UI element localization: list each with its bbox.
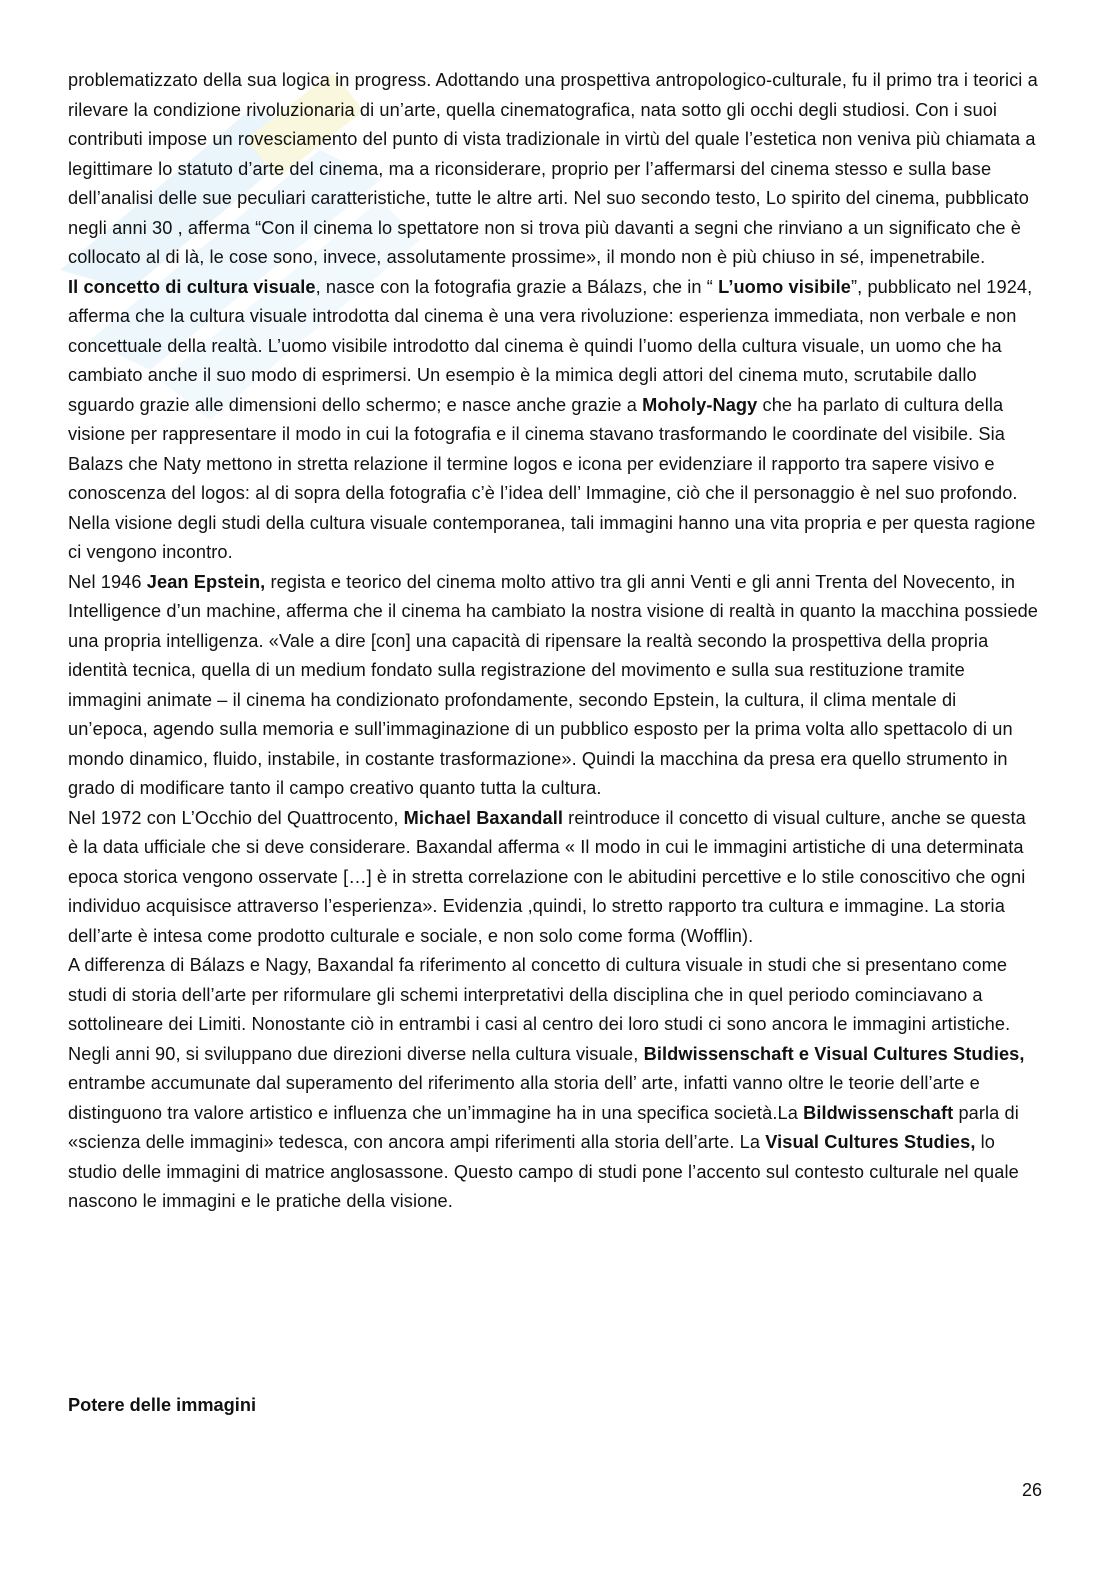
text-run: Nella visione degli studi della cultura visuale contemporanea, tali immagini hanno una vita propria e per questa ragione ci vengono incontro. [68, 512, 1036, 562]
paragraph [68, 951, 1038, 1040]
text-run: parla di «scienza delle immagini» tedesca, con ancora ampi riferimenti alla storia dell’arte. La [68, 1102, 1019, 1152]
bold-term: Jean Epstein, [146, 571, 266, 592]
paragraph [68, 509, 1038, 568]
bold-term: Bildwissenschaft [803, 1102, 954, 1123]
bold-term: L’uomo visibile [718, 276, 851, 297]
paragraph [68, 1040, 1038, 1217]
text-run: regista e teorico del cinema molto attivo tra gli anni Venti e gli anni Trenta del Novecento, in Intelligence d’un machine, afferma che il cinema ha cambiato la nostra visione di realtà in quanto la macchina possiede una propria intelligenza. «Vale a dire [con] una capacità di ripensare la realtà secondo la prospettiva della propria identità tecnica, quella di un medium fondato sulla registrazione del movimento e sulla sua restituzione tramite immagini animate – il cinema ha condizionato profondamente, secondo Epstein, la cultura, il clima mentale di un’epoca, agendo sulla memoria e sull’immaginazione di un pubblico esposto per la prima volta allo spettacolo di un mondo dinamico, fluido, instabile, in costante trasformazione». Quindi la macchina da presa era quello strumento in grado di modificare tanto il campo creativo quanto tutta la cultura. [68, 571, 1038, 798]
text-run: entrambe accumunate dal superamento del riferimento alla storia dell’ arte, infatti vanno oltre le teorie dell’arte e distinguono tra valore artistico e influenza che un’immagine ha in una specifica società.La [68, 1073, 980, 1123]
text-run: Negli anni 90, si sviluppano due direzioni diverse nella cultura visuale, [68, 1043, 644, 1064]
bold-term: Michael Baxandall [403, 807, 564, 828]
document-body [68, 66, 1038, 1217]
paragraph [68, 804, 1038, 952]
text-run: che ha parlato di cultura della visione per rappresentare il modo in cui la fotografia e il cinema stavano trasformando le coordinate del visibile. Sia Balazs che Naty mettono in stretta relazione il termine logos e icona per evidenziare il rapporto tra sapere visivo e conoscenza del logos: al di sopra della fotografia c’è l’idea dell’ Immagine, ciò che il personaggio è nel suo profondo. [68, 394, 1018, 503]
text-run: reintroduce il concetto di visual culture, anche se questa è la data ufficiale che si deve considerare. Baxandal afferma « Il modo in cui le immagini artistiche di una determinata epoca storica vengono osservate […] è in stretta correlazione con le abitudini percettive e lo stile conoscitivo che ogni individuo acquisisce attraverso l’esperienza». Evidenzia ,quindi, lo stretto rapporto tra cultura e immagine. La storia dell’arte è intesa come prodotto culturale e sociale, e non solo come forma (Wofflin). [68, 807, 1026, 946]
paragraph [68, 568, 1038, 804]
text-run: ”, pubblicato nel 1924, afferma che la cultura visuale introdotta dal cinema è una vera rivoluzione: esperienza immediata, non verbale e non concettuale della realtà. L’uomo visibile introdotto dal cinema è quindi l’uomo della cultura visuale, un uomo che ha cambiato anche il suo modo di esprimersi. Un esempio è la mimica degli attori del cinema muto, scrutabile dallo sguardo grazie alle dimensioni dello schermo; e nasce anche grazie a [68, 276, 1033, 415]
text-run: A differenza di Bálazs e Nagy, Baxandal fa riferimento al concetto di cultura visuale in studi che si presentano come studi di storia dell’arte per riformulare gli schemi interpretativi della disciplina che in quel periodo cominciavano a sottolineare dei Limiti. Nonostante ciò in entrambi i casi al centro dei loro studi ci sono ancora le immagini artistiche. [68, 955, 1011, 1034]
paragraph [68, 273, 1038, 509]
text-run: problematizzato della sua logica in progress. Adottando una prospettiva antropologico-culturale, fu il primo tra i teorici a rilevare la condizione rivoluzionaria di un’arte, quella cinematografica, nata sotto gli occhi degli studiosi. Con i suoi contributi impose un rovesciamento del punto di vista tradizionale in virtù del quale l’estetica non veniva più chiamata a legittimare lo statuto d’arte del cinema, ma a riconsiderare, proprio per l’affermarsi del cinema stesso e sulla base dell’analisi delle sue peculiari caratteristiche, tutte le altre arti. Nel suo secondo testo, Lo spirito del cinema, pubblicato negli anni 30 , afferma “Con il cinema lo spettatore non si trova più davanti a segni che rinviano a un significato che è collocato al di là, le cose sono, invece, assolutamente prossime», il mondo non è più chiuso in sé, impenetrabile. [68, 70, 1038, 267]
bold-term: Moholy-Nagy [642, 394, 758, 415]
section-heading: Potere delle immagini [68, 1395, 256, 1415]
bold-term: Visual Cultures Studies, [765, 1132, 976, 1152]
text-run: Nel 1946 [68, 571, 147, 592]
text-run: , nasce con la fotografia grazie a Bálazs, che in “ [315, 276, 719, 297]
text-run: Nel 1972 con L’Occhio del Quattrocento, [68, 807, 404, 828]
bold-term: Il concetto di cultura visuale [68, 276, 316, 297]
page-number: 26 [1021, 1480, 1042, 1500]
text-run: lo studio delle immagini di matrice anglosassone. Questo campo di studi pone l’accento sul contesto culturale nel quale nascono le immagini e le pratiche della visione. [68, 1132, 1019, 1211]
bold-term: Bildwissenschaft e Visual Cultures Studies, [643, 1043, 1025, 1064]
paragraph [68, 66, 1038, 273]
